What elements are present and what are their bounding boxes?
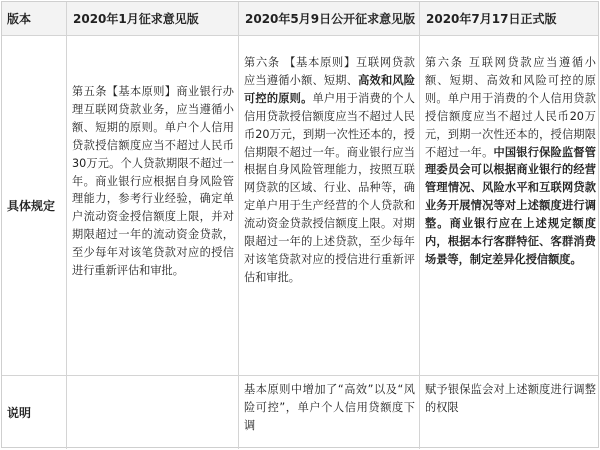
notes-row: [2, 376, 598, 449]
header-may-2020: 2020年5月9日公开征求意见版: [239, 2, 420, 35]
row-label-notes-text: 说明: [7, 406, 32, 420]
cell-may-rules: [239, 36, 420, 375]
header-version: 版本: [2, 2, 67, 35]
may-rules-part2: 单户用于消费的个人信用贷款授信额度应当不超过人民币20万元，到期一次性还本的，授信期限不超过一年。商业银行应当根据自身风险管理能力，按照互联网贷款的区域、行业、品种等，确定单户用于生产经营的个人贷款和流动资金贷款授信额度上限。对期限超过一年的上述贷款，至少每年对该笔贷款对应的授信进行重新评估和审批。: [244, 91, 415, 284]
cell-jul-note: [420, 376, 600, 449]
cell-jan-note: [67, 376, 239, 449]
jan-note-text: [67, 376, 238, 381]
table-header-row: [2, 2, 598, 36]
header-jan-2020: 2020年1月征求意见版: [67, 2, 239, 35]
cell-jul-rules: [420, 36, 600, 375]
specific-rules-row: [2, 36, 598, 376]
row-label-notes: [2, 376, 67, 449]
may-rules-part1: 第六条 【基本原则】互联网贷款应当遵循小额、短期、: [244, 56, 415, 87]
may-note-text: 基本原则中增加了“高效”以及“风险可控”，单户个人信用贷额度下调: [244, 383, 415, 432]
regulation-comparison-table: [1, 1, 599, 448]
row-label-specific-rules: [2, 36, 67, 375]
jan-rules-text: 第五条【基本原则】商业银行办理互联网贷款业务，应当遵循小额、短期的原则。单户个人信用贷款授信额度应当不超过人民币30万元。个人贷款期限不超过一年。商业银行应根据自身风险管理能力，参考行业经验，确定单户流动资金授信额度上限，并对期限超过一年的流动资金贷款，至少每年对该笔贷款对应的授信进行重新评估和审批。: [72, 85, 234, 278]
jul-rules-part1: 第六条 互联网贷款应当遵循小额、短期、高效和风险可控的原则。单户用于消费的个人信用贷款授信额度应当不超过人民币20万元，到期一次性还本的，授信期限不超过一年。: [425, 56, 596, 159]
header-jul-2020: 2020年7月17日正式版: [426, 12, 557, 26]
may-rules-bold: 高效和风险可控的原则。: [244, 73, 415, 105]
cell-jan-rules: [67, 36, 239, 375]
jul-note-text: 赋予银保监会对上述额度进行调整的权限: [425, 383, 596, 414]
cell-may-note: [239, 376, 420, 449]
may-rules-text: [239, 36, 419, 287]
jul-rules-bold: 中国银行保险监督管理委员会可以根据商业银行的经营管理情况、风险水平和互联网贷款业务开展情况等对上述额度进行调整。商业银行应在上述规定额度内，根据本行客群特征、客群消费场景等，制定差异化授信额度。: [425, 145, 596, 266]
row-label-text: 具体规定: [7, 199, 56, 213]
jul-rules-text: [420, 36, 600, 269]
